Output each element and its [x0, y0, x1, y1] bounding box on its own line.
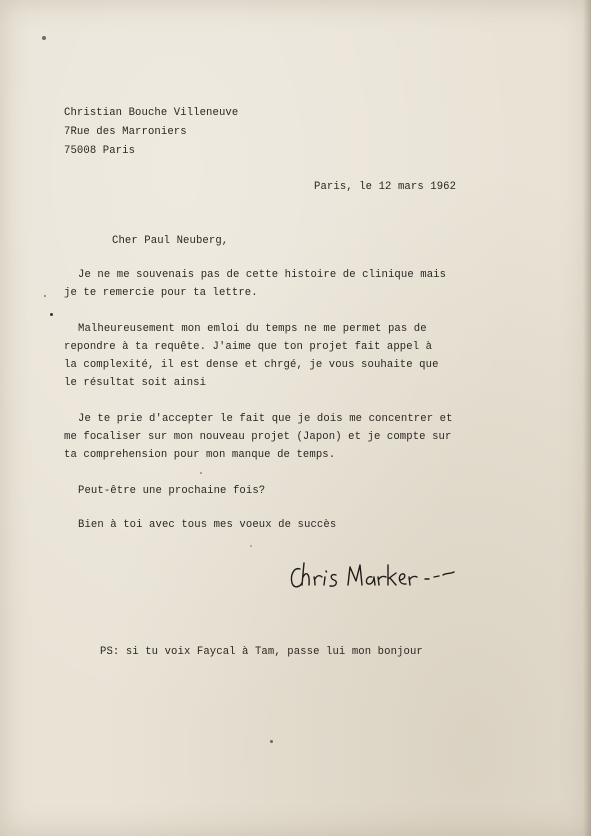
closing-question: Peut-être une prochaine fois?: [78, 485, 266, 497]
paragraph-2-line-3: la complexité, il est dense et chrgé, je vous souhaite que: [64, 359, 439, 371]
paragraph-3-line-3: ta comprehension pour mon manque de temps.: [64, 449, 336, 461]
paper-speck: [250, 545, 252, 547]
closing-line: Bien à toi avec tous mes voeux de succès: [78, 519, 337, 531]
paper-speck: [270, 740, 273, 743]
salutation: Cher Paul Neuberg,: [112, 235, 229, 247]
date-line: Paris, le 12 mars 1962: [314, 181, 457, 193]
paper-edge-shadow: [583, 0, 591, 836]
sender-name: Christian Bouche Villeneuve: [64, 107, 239, 119]
paragraph-1-line-2: je te remercie pour ta lettre.: [64, 287, 258, 299]
sender-street: 7Rue des Marroniers: [64, 126, 187, 138]
postscript: PS: si tu voix Faycal à Tam, passe lui mon bonjour: [100, 646, 423, 658]
paragraph-1-line-1: Je ne me souvenais pas de cette histoire de clinique mais: [78, 269, 447, 281]
paper-speck: [50, 313, 53, 316]
sender-city: 75008 Paris: [64, 145, 136, 157]
paper-speck: [44, 295, 46, 297]
handwritten-signature: [288, 555, 458, 595]
paragraph-3-line-1: Je te prie d'accepter le fait que je dois me concentrer et: [78, 413, 453, 425]
paper-speck: [200, 472, 202, 474]
paragraph-3-line-2: me focaliser sur mon nouveau projet (Japon) et je compte sur: [64, 431, 452, 443]
paragraph-2-line-1: Malheureusement mon emloi du temps ne me permet pas de: [78, 323, 427, 335]
paper-speck: [42, 36, 46, 40]
paragraph-2-line-4: le résultat soit ainsi: [64, 377, 207, 389]
paragraph-2-line-2: repondre à ta requête. J'aime que ton projet fait appel à: [64, 341, 433, 353]
